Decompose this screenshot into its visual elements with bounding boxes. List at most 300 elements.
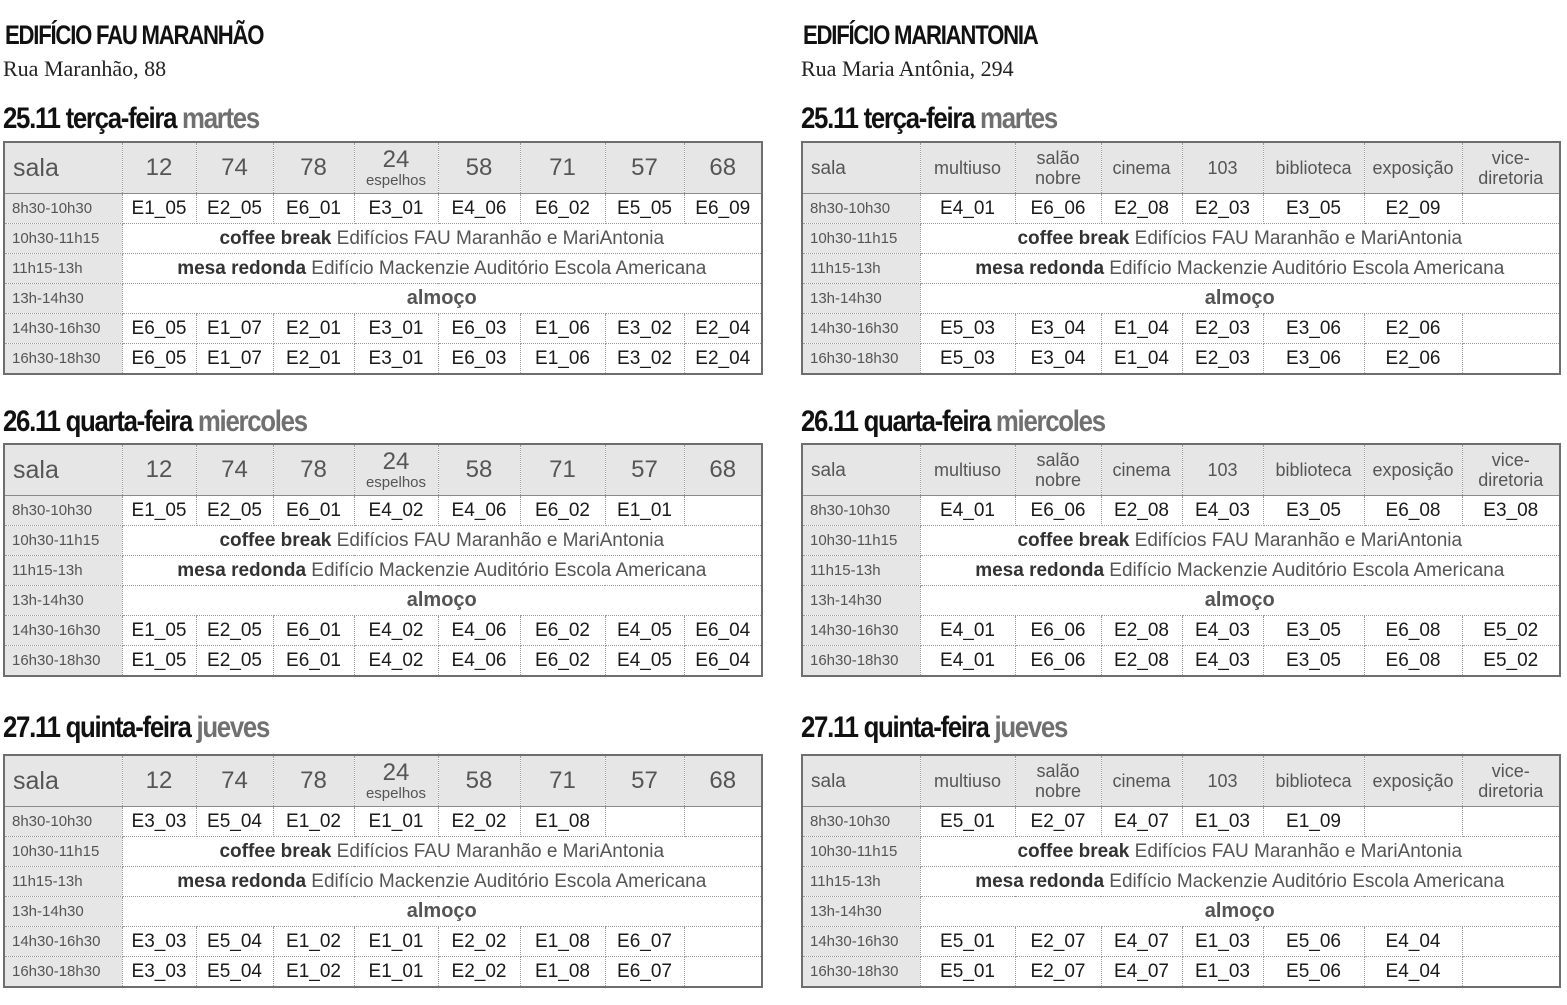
session-code: E1_07 [196, 344, 273, 375]
room-header [1263, 755, 1364, 807]
session-code: E3_03 [122, 957, 196, 988]
room-header [1364, 444, 1462, 496]
session-code: E6_06 [1015, 616, 1101, 646]
session-row [4, 314, 762, 344]
time-slot: 14h30-16h30 [802, 314, 920, 344]
session-code: E6_02 [520, 496, 605, 526]
session-code: E2_04 [684, 344, 762, 375]
session-code: E6_05 [122, 314, 196, 344]
session-code: E1_03 [1182, 927, 1263, 957]
session-code: E6_01 [273, 194, 354, 224]
session-code [1462, 194, 1560, 224]
session-code: E5_04 [196, 957, 273, 988]
day-spanish: martes [182, 102, 259, 135]
time-slot: 16h30-18h30 [4, 957, 122, 988]
event-cell [122, 556, 762, 586]
session-code: E1_02 [273, 927, 354, 957]
room-header [1263, 142, 1364, 194]
session-code: E4_02 [354, 646, 438, 677]
session-code: E5_04 [196, 807, 273, 837]
session-code: E1_01 [354, 927, 438, 957]
room-header [920, 755, 1015, 807]
session-code: E1_06 [520, 344, 605, 375]
session-code: E6_03 [438, 344, 520, 375]
room-label: 74 [221, 767, 248, 794]
room-label: biblioteca [1275, 158, 1352, 178]
session-code: E1_08 [520, 807, 605, 837]
session-code: E6_01 [273, 646, 354, 677]
session-code: E5_01 [920, 807, 1015, 837]
room-header [438, 755, 520, 807]
room-label: sala [13, 766, 59, 795]
session-code: E1_02 [273, 957, 354, 988]
session-code: E6_06 [1015, 646, 1101, 677]
room-label: cinema [1112, 158, 1171, 178]
session-code: E4_04 [1364, 957, 1462, 988]
session-code: E1_05 [122, 194, 196, 224]
room-header [122, 142, 196, 194]
session-code: E3_05 [1263, 496, 1364, 526]
room-label: salão [1036, 450, 1080, 470]
session-code: E5_06 [1263, 927, 1364, 957]
room-header [1101, 444, 1182, 496]
room-header-row [4, 142, 762, 194]
room-label: vice- [1491, 761, 1530, 781]
time-slot: 10h30-11h15 [802, 837, 920, 867]
session-code: E4_07 [1101, 957, 1182, 988]
room-header [605, 444, 684, 496]
time-slot: 13h-14h30 [802, 284, 920, 314]
event-location: Edifício Mackenzie Auditório Escola Americana [1104, 559, 1505, 581]
time-slot: 16h30-18h30 [802, 344, 920, 375]
time-slot: 11h15-13h [4, 556, 122, 586]
room-sublabel: diretoria [1478, 168, 1544, 188]
session-code: E6_06 [1015, 496, 1101, 526]
schedule-table [3, 141, 763, 375]
session-code: E5_02 [1462, 646, 1560, 677]
room-header [605, 142, 684, 194]
room-label: salão [1036, 148, 1080, 168]
session-code: E5_03 [920, 344, 1015, 375]
time-slot: 8h30-10h30 [802, 194, 920, 224]
room-header [438, 142, 520, 194]
session-code: E1_04 [1101, 314, 1182, 344]
common-row [802, 526, 1560, 556]
room-header [196, 755, 273, 807]
time-slot: 8h30-10h30 [802, 496, 920, 526]
room-header [1364, 755, 1462, 807]
day-date: 27.11 quinta-feira [3, 711, 191, 744]
day-spanish: jueves [994, 711, 1068, 744]
session-row [4, 807, 762, 837]
common-row [4, 556, 762, 586]
session-code: E6_07 [605, 927, 684, 957]
time-slot: 10h30-11h15 [802, 224, 920, 254]
session-code: E3_05 [1263, 616, 1364, 646]
time-slot: 14h30-16h30 [4, 314, 122, 344]
common-row [802, 284, 1560, 314]
time-slot: 14h30-16h30 [802, 927, 920, 957]
event-location: Edifício Mackenzie Auditório Escola Americana [306, 559, 707, 581]
lunch-cell: almoço [122, 897, 762, 927]
event-cell [920, 556, 1560, 586]
schedule-table [3, 443, 763, 677]
event-location: Edifício Mackenzie Auditório Escola Americana [1104, 257, 1505, 279]
event-location: Edifícios FAU Maranhão e MariAntonia [331, 840, 665, 862]
room-label: biblioteca [1275, 460, 1352, 480]
session-code: E6_04 [684, 616, 762, 646]
session-code: E4_01 [920, 496, 1015, 526]
schedule-table [801, 443, 1561, 677]
room-header [438, 444, 520, 496]
building-address: Rua Maria Antônia, 294 [801, 56, 1014, 81]
room-label: biblioteca [1275, 771, 1352, 791]
event-title: coffee break [1017, 227, 1130, 249]
session-code: E2_05 [196, 616, 273, 646]
event-cell [920, 526, 1560, 556]
event-title: coffee break [1017, 840, 1130, 862]
session-code: E6_02 [520, 646, 605, 677]
room-header-row [802, 142, 1560, 194]
time-slot: 8h30-10h30 [4, 496, 122, 526]
session-code: E4_03 [1182, 496, 1263, 526]
session-code: E2_08 [1101, 194, 1182, 224]
session-code: E4_02 [354, 496, 438, 526]
day-heading [801, 711, 1067, 745]
session-code: E4_01 [920, 616, 1015, 646]
session-code [1462, 807, 1560, 837]
session-code: E4_01 [920, 194, 1015, 224]
event-cell [122, 526, 762, 556]
room-header [520, 444, 605, 496]
time-slot: 10h30-11h15 [4, 526, 122, 556]
session-code [1462, 314, 1560, 344]
room-sublabel: nobre [1034, 168, 1082, 188]
common-row [4, 526, 762, 556]
common-row [4, 867, 762, 897]
time-slot: 8h30-10h30 [4, 194, 122, 224]
session-row [802, 807, 1560, 837]
event-cell [122, 224, 762, 254]
session-code: E2_09 [1364, 194, 1462, 224]
time-slot: 13h-14h30 [4, 284, 122, 314]
event-cell [920, 837, 1560, 867]
session-code: E5_03 [920, 314, 1015, 344]
room-header [354, 444, 438, 496]
room-header-row [802, 755, 1560, 807]
session-code: E3_05 [1263, 646, 1364, 677]
lunch-cell: almoço [122, 586, 762, 616]
room-sublabel: espelhos [365, 172, 427, 189]
session-code: E2_02 [438, 927, 520, 957]
common-row [802, 897, 1560, 927]
day-heading [801, 405, 1105, 439]
room-sublabel: diretoria [1478, 781, 1544, 801]
session-row [4, 927, 762, 957]
room-header [1101, 142, 1182, 194]
room-label: sala [13, 153, 59, 182]
session-row [802, 646, 1560, 677]
time-slot: 13h-14h30 [802, 586, 920, 616]
event-location: Edifícios FAU Maranhão e MariAntonia [1129, 227, 1463, 249]
event-title: mesa redonda [177, 257, 307, 279]
day-spanish: miercoles [197, 405, 307, 438]
event-title: mesa redonda [975, 559, 1105, 581]
session-code: E6_08 [1364, 646, 1462, 677]
event-title: mesa redonda [177, 870, 307, 892]
room-header [920, 444, 1015, 496]
session-code: E1_09 [1263, 807, 1364, 837]
session-code [1462, 927, 1560, 957]
event-location: Edifício Mackenzie Auditório Escola Americana [306, 257, 707, 279]
time-slot: 11h15-13h [802, 556, 920, 586]
room-label: 57 [631, 456, 658, 483]
day-spanish: martes [980, 102, 1057, 135]
room-label: 57 [631, 767, 658, 794]
session-row [802, 616, 1560, 646]
session-code: E2_06 [1364, 314, 1462, 344]
common-row [4, 254, 762, 284]
session-code: E3_03 [122, 927, 196, 957]
session-row [4, 616, 762, 646]
session-code: E2_08 [1101, 616, 1182, 646]
room-header [1015, 755, 1101, 807]
session-code: E4_06 [438, 616, 520, 646]
session-row [4, 646, 762, 677]
session-code: E4_06 [438, 194, 520, 224]
room-header [273, 755, 354, 807]
session-code [684, 496, 762, 526]
session-code: E2_03 [1182, 194, 1263, 224]
session-code: E4_06 [438, 646, 520, 677]
session-code: E2_02 [438, 807, 520, 837]
event-location: Edifícios FAU Maranhão e MariAntonia [1129, 529, 1463, 551]
common-row [802, 254, 1560, 284]
event-cell [122, 867, 762, 897]
day-heading [3, 102, 259, 136]
session-code: E1_06 [520, 314, 605, 344]
day-date: 26.11 quarta-feira [3, 405, 193, 438]
session-code: E3_06 [1263, 314, 1364, 344]
room-header-sala [4, 444, 122, 496]
room-label: sala [13, 455, 59, 484]
room-header [1364, 142, 1462, 194]
room-label: 58 [465, 767, 493, 794]
event-location: Edifício Mackenzie Auditório Escola Americana [306, 870, 707, 892]
time-slot: 14h30-16h30 [4, 927, 122, 957]
event-title: mesa redonda [975, 870, 1105, 892]
session-code: E2_02 [438, 957, 520, 988]
session-row [802, 344, 1560, 375]
session-code: E6_08 [1364, 616, 1462, 646]
day-heading [801, 102, 1057, 136]
session-code: E6_02 [520, 194, 605, 224]
room-header [684, 755, 762, 807]
room-header-sala [802, 755, 920, 807]
room-sublabel: espelhos [365, 785, 427, 802]
room-header [354, 142, 438, 194]
time-slot: 8h30-10h30 [4, 807, 122, 837]
room-label: 78 [300, 154, 327, 181]
room-label: 12 [145, 154, 173, 181]
day-heading [3, 711, 269, 745]
session-code [1364, 807, 1462, 837]
session-code [605, 807, 684, 837]
room-label: vice- [1491, 450, 1530, 470]
room-header-sala [802, 444, 920, 496]
event-cell [920, 254, 1560, 284]
common-row [802, 586, 1560, 616]
room-label: 58 [465, 154, 493, 181]
room-header [520, 142, 605, 194]
common-row [4, 897, 762, 927]
time-slot: 14h30-16h30 [802, 616, 920, 646]
session-code: E2_06 [1364, 344, 1462, 375]
session-row [4, 194, 762, 224]
session-code: E3_05 [1263, 194, 1364, 224]
event-cell [122, 837, 762, 867]
room-header [1015, 142, 1101, 194]
room-label: 74 [221, 456, 248, 483]
time-slot: 10h30-11h15 [802, 526, 920, 556]
session-code: E6_05 [122, 344, 196, 375]
session-code: E3_03 [122, 807, 196, 837]
room-label: multiuso [933, 460, 1002, 480]
session-code: E6_09 [684, 194, 762, 224]
room-header-sala [4, 142, 122, 194]
session-code: E2_01 [273, 344, 354, 375]
event-location: Edifícios FAU Maranhão e MariAntonia [331, 529, 665, 551]
session-code: E2_05 [196, 496, 273, 526]
session-code: E2_01 [273, 314, 354, 344]
session-code [684, 807, 762, 837]
room-header [196, 142, 273, 194]
time-slot: 16h30-18h30 [802, 646, 920, 677]
room-label: 78 [300, 767, 327, 794]
session-code: E6_06 [1015, 194, 1101, 224]
event-location: Edifícios FAU Maranhão e MariAntonia [331, 227, 665, 249]
room-label: multiuso [933, 771, 1002, 791]
building-name: EDIFÍCIO FAU MARANHÃO [5, 20, 264, 50]
room-header-sala [802, 142, 920, 194]
common-row [4, 837, 762, 867]
room-label: 12 [145, 456, 173, 483]
room-label: 58 [465, 456, 493, 483]
room-label: 74 [221, 154, 248, 181]
session-code: E2_05 [196, 646, 273, 677]
session-code: E3_02 [605, 314, 684, 344]
room-header [684, 444, 762, 496]
room-label: 103 [1207, 158, 1238, 178]
room-header [1462, 142, 1560, 194]
lunch-cell: almoço [920, 897, 1560, 927]
event-title: coffee break [1017, 529, 1130, 551]
room-header [354, 755, 438, 807]
room-header [1462, 755, 1560, 807]
event-title: mesa redonda [177, 559, 307, 581]
schedule-table [801, 754, 1561, 988]
time-slot: 11h15-13h [802, 867, 920, 897]
room-header [920, 142, 1015, 194]
time-slot: 11h15-13h [4, 867, 122, 897]
session-code: E6_02 [520, 616, 605, 646]
session-code: E2_08 [1101, 646, 1182, 677]
session-code: E3_01 [354, 194, 438, 224]
session-code: E2_07 [1015, 807, 1101, 837]
session-code: E1_04 [1101, 344, 1182, 375]
room-header [196, 444, 273, 496]
room-label: 68 [709, 767, 737, 794]
session-code: E3_06 [1263, 344, 1364, 375]
session-code: E6_01 [273, 616, 354, 646]
session-code: E2_03 [1182, 344, 1263, 375]
session-code: E3_08 [1462, 496, 1560, 526]
session-code: E6_04 [684, 646, 762, 677]
session-row [802, 194, 1560, 224]
room-label: 68 [709, 154, 737, 181]
time-slot: 8h30-10h30 [802, 807, 920, 837]
session-code: E4_02 [354, 616, 438, 646]
room-label: sala [811, 459, 846, 481]
time-slot: 16h30-18h30 [802, 957, 920, 988]
lunch-cell: almoço [920, 284, 1560, 314]
session-code: E3_01 [354, 344, 438, 375]
room-label: 71 [549, 456, 576, 483]
session-code: E1_05 [122, 646, 196, 677]
session-code: E2_08 [1101, 496, 1182, 526]
event-location: Edifício Mackenzie Auditório Escola Americana [1104, 870, 1505, 892]
room-label: multiuso [933, 158, 1002, 178]
session-code [1462, 344, 1560, 375]
session-code: E5_01 [920, 927, 1015, 957]
common-row [802, 224, 1560, 254]
building-name: EDIFÍCIO MARIANTONIA [803, 20, 1038, 50]
room-header [520, 755, 605, 807]
day-spanish: jueves [196, 711, 270, 744]
session-row [802, 314, 1560, 344]
room-header [605, 755, 684, 807]
room-label: sala [811, 157, 846, 179]
building-address: Rua Maranhão, 88 [3, 56, 167, 81]
common-row [802, 867, 1560, 897]
room-header [1015, 444, 1101, 496]
session-code: E5_05 [605, 194, 684, 224]
session-code [1462, 957, 1560, 988]
time-slot: 16h30-18h30 [4, 646, 122, 677]
session-code: E6_01 [273, 496, 354, 526]
room-header-sala [4, 755, 122, 807]
room-label: exposição [1372, 460, 1454, 480]
room-label: 24 [382, 146, 410, 173]
room-header [1462, 444, 1560, 496]
session-code: E3_01 [354, 314, 438, 344]
session-code: E4_03 [1182, 616, 1263, 646]
session-code: E5_06 [1263, 957, 1364, 988]
common-row [4, 224, 762, 254]
room-label: cinema [1112, 771, 1171, 791]
time-slot: 14h30-16h30 [4, 616, 122, 646]
session-row [4, 496, 762, 526]
day-date: 26.11 quarta-feira [801, 405, 991, 438]
session-code: E2_04 [684, 314, 762, 344]
time-slot: 13h-14h30 [4, 586, 122, 616]
session-code: E3_04 [1015, 344, 1101, 375]
room-label: 71 [549, 767, 576, 794]
session-code [684, 957, 762, 988]
room-header [1182, 755, 1263, 807]
room-label: exposição [1372, 158, 1454, 178]
event-cell [920, 224, 1560, 254]
